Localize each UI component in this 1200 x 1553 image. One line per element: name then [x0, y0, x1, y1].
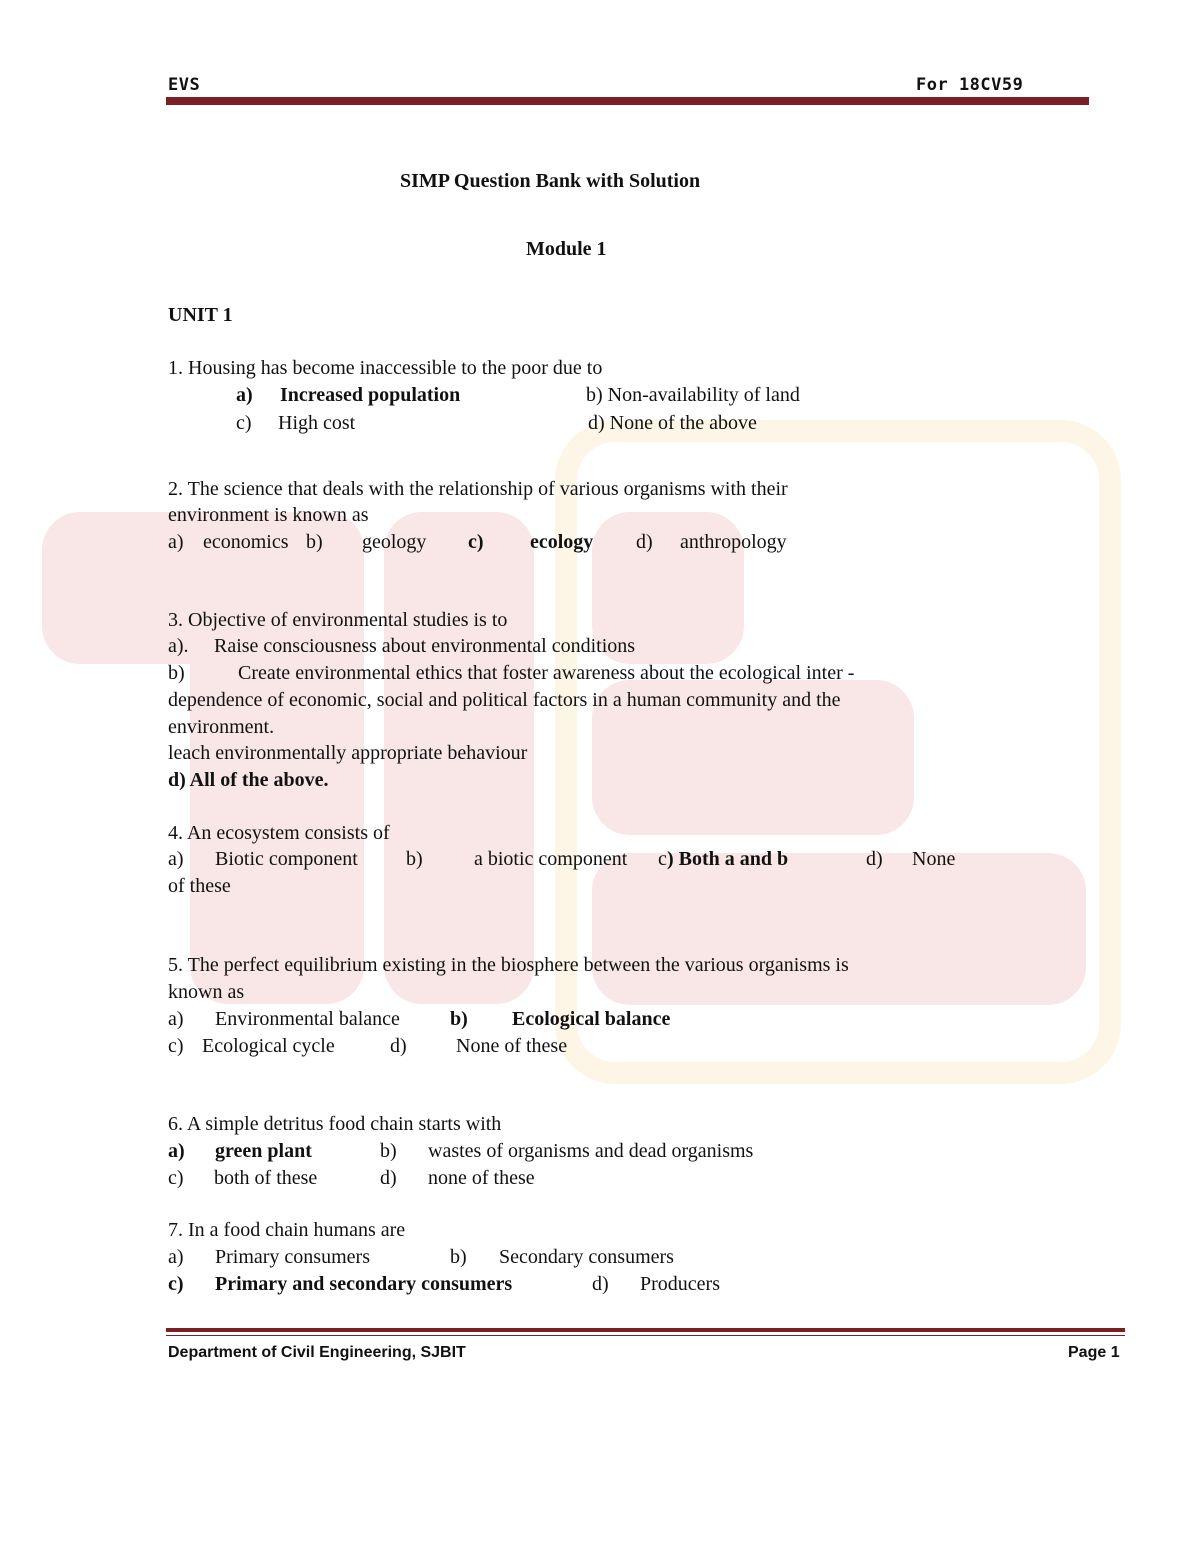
q1-option-d: d) None of the above: [588, 412, 757, 434]
question-1-stem: 1. Housing has become inaccessible to the poor due to: [168, 357, 603, 379]
q6-option-d-text: none of these: [428, 1167, 535, 1189]
question-6-stem: 6. A simple detritus food chain starts with: [168, 1113, 502, 1135]
q5-option-d-text: None of these: [456, 1035, 568, 1057]
q2-option-d-text: anthropology: [680, 531, 787, 553]
q1-option-b: b) Non-availability of land: [586, 384, 800, 406]
q6-option-c-text: both of these: [214, 1167, 318, 1189]
q3-option-a-label: a).: [168, 635, 189, 657]
q4-option-d-text-cont: of these: [168, 875, 231, 897]
footer-department: Department of Civil Engineering, SJBIT: [168, 1344, 466, 1361]
q2-option-d-label: d): [636, 531, 653, 553]
q5-option-c-text: Ecological cycle: [202, 1035, 335, 1057]
q3-option-b-text-cont: dependence of economic, social and political factors in a human community and the: [168, 689, 841, 711]
question-2-stem-cont: environment is known as: [168, 504, 369, 526]
q3-option-b-text: Create environmental ethics that foster awareness about the ecological inter -: [238, 662, 855, 684]
q6-option-a-label: a): [168, 1140, 185, 1162]
q7-option-d-label: d): [592, 1273, 609, 1295]
question-3-stem: 3. Objective of environmental studies is to: [168, 609, 508, 631]
q1-option-c-label: c): [236, 412, 252, 434]
q3-option-c-text: leach environmentally appropriate behaviour: [168, 742, 528, 764]
q7-option-b-label: b): [450, 1246, 467, 1268]
q2-option-a-label: a): [168, 531, 184, 553]
q4-option-d-text: None: [912, 848, 956, 870]
q7-option-c-label: c): [168, 1273, 184, 1295]
header-subject: EVS: [168, 75, 201, 95]
q5-option-c-label: c): [168, 1035, 184, 1057]
q4-option-c-text: ) Both a and b: [667, 848, 789, 870]
question-7-stem: 7. In a food chain humans are: [168, 1219, 406, 1241]
header-rule: [166, 97, 1089, 105]
q4-option-c-label: c: [658, 848, 667, 870]
footer-rule-thick: [166, 1328, 1125, 1332]
q2-option-a-text: economics: [203, 531, 289, 553]
question-5-stem: 5. The perfect equilibrium existing in the biosphere between the various organisms is: [168, 954, 849, 976]
unit-heading: UNIT 1: [168, 304, 233, 326]
q6-option-b-text: wastes of organisms and dead organisms: [428, 1140, 754, 1162]
q3-option-b-text-cont2: environment.: [168, 716, 275, 738]
q5-option-b-text: Ecological balance: [512, 1008, 671, 1030]
q5-option-a-text: Environmental balance: [215, 1008, 400, 1030]
q6-option-a-text: green plant: [215, 1140, 312, 1162]
header-course-code: For 18CV59: [916, 75, 1024, 95]
q3-option-a-text: Raise consciousness about environmental conditions: [214, 635, 636, 657]
q6-option-c-label: c): [168, 1167, 184, 1189]
page-title: SIMP Question Bank with Solution: [400, 170, 701, 192]
q1-option-c-text: High cost: [278, 412, 356, 434]
q5-option-a-label: a): [168, 1008, 184, 1030]
q7-option-d-text: Producers: [640, 1273, 720, 1295]
q7-option-a-label: a): [168, 1246, 184, 1268]
q6-option-b-label: b): [380, 1140, 397, 1162]
watermark-block: [592, 853, 1086, 1005]
footer-page-number: Page 1: [1068, 1344, 1120, 1361]
q2-option-b-text: geology: [362, 531, 427, 553]
q4-option-d-label: d): [866, 848, 883, 870]
q7-option-a-text: Primary consumers: [215, 1246, 370, 1268]
question-2-stem: 2. The science that deals with the relationship of various organisms with their: [168, 478, 788, 500]
question-5-stem-cont: known as: [168, 981, 245, 1003]
q4-option-b-label: b): [406, 848, 423, 870]
q7-option-b-text: Secondary consumers: [499, 1246, 674, 1268]
question-4-stem: 4. An ecosystem consists of: [168, 822, 390, 844]
q4-option-a-text: Biotic component: [215, 848, 358, 870]
q3-option-b-label: b): [168, 662, 185, 684]
q6-option-d-label: d): [380, 1167, 397, 1189]
q1-option-a-label: a): [236, 384, 253, 406]
q1-option-a-text: Increased population: [280, 384, 461, 406]
footer-rule-thin: [166, 1335, 1125, 1336]
q2-option-b-label: b): [306, 531, 323, 553]
q4-option-a-label: a): [168, 848, 184, 870]
q2-option-c-text: ecology: [530, 531, 594, 553]
q2-option-c-label: c): [468, 531, 484, 553]
q4-option-b-text: a biotic component: [474, 848, 628, 870]
module-heading: Module 1: [526, 238, 607, 260]
q5-option-b-label: b): [450, 1008, 468, 1030]
q7-option-c-text: Primary and secondary consumers: [215, 1273, 513, 1295]
q5-option-d-label: d): [390, 1035, 407, 1057]
q3-option-d-answer: d) All of the above.: [168, 769, 329, 791]
